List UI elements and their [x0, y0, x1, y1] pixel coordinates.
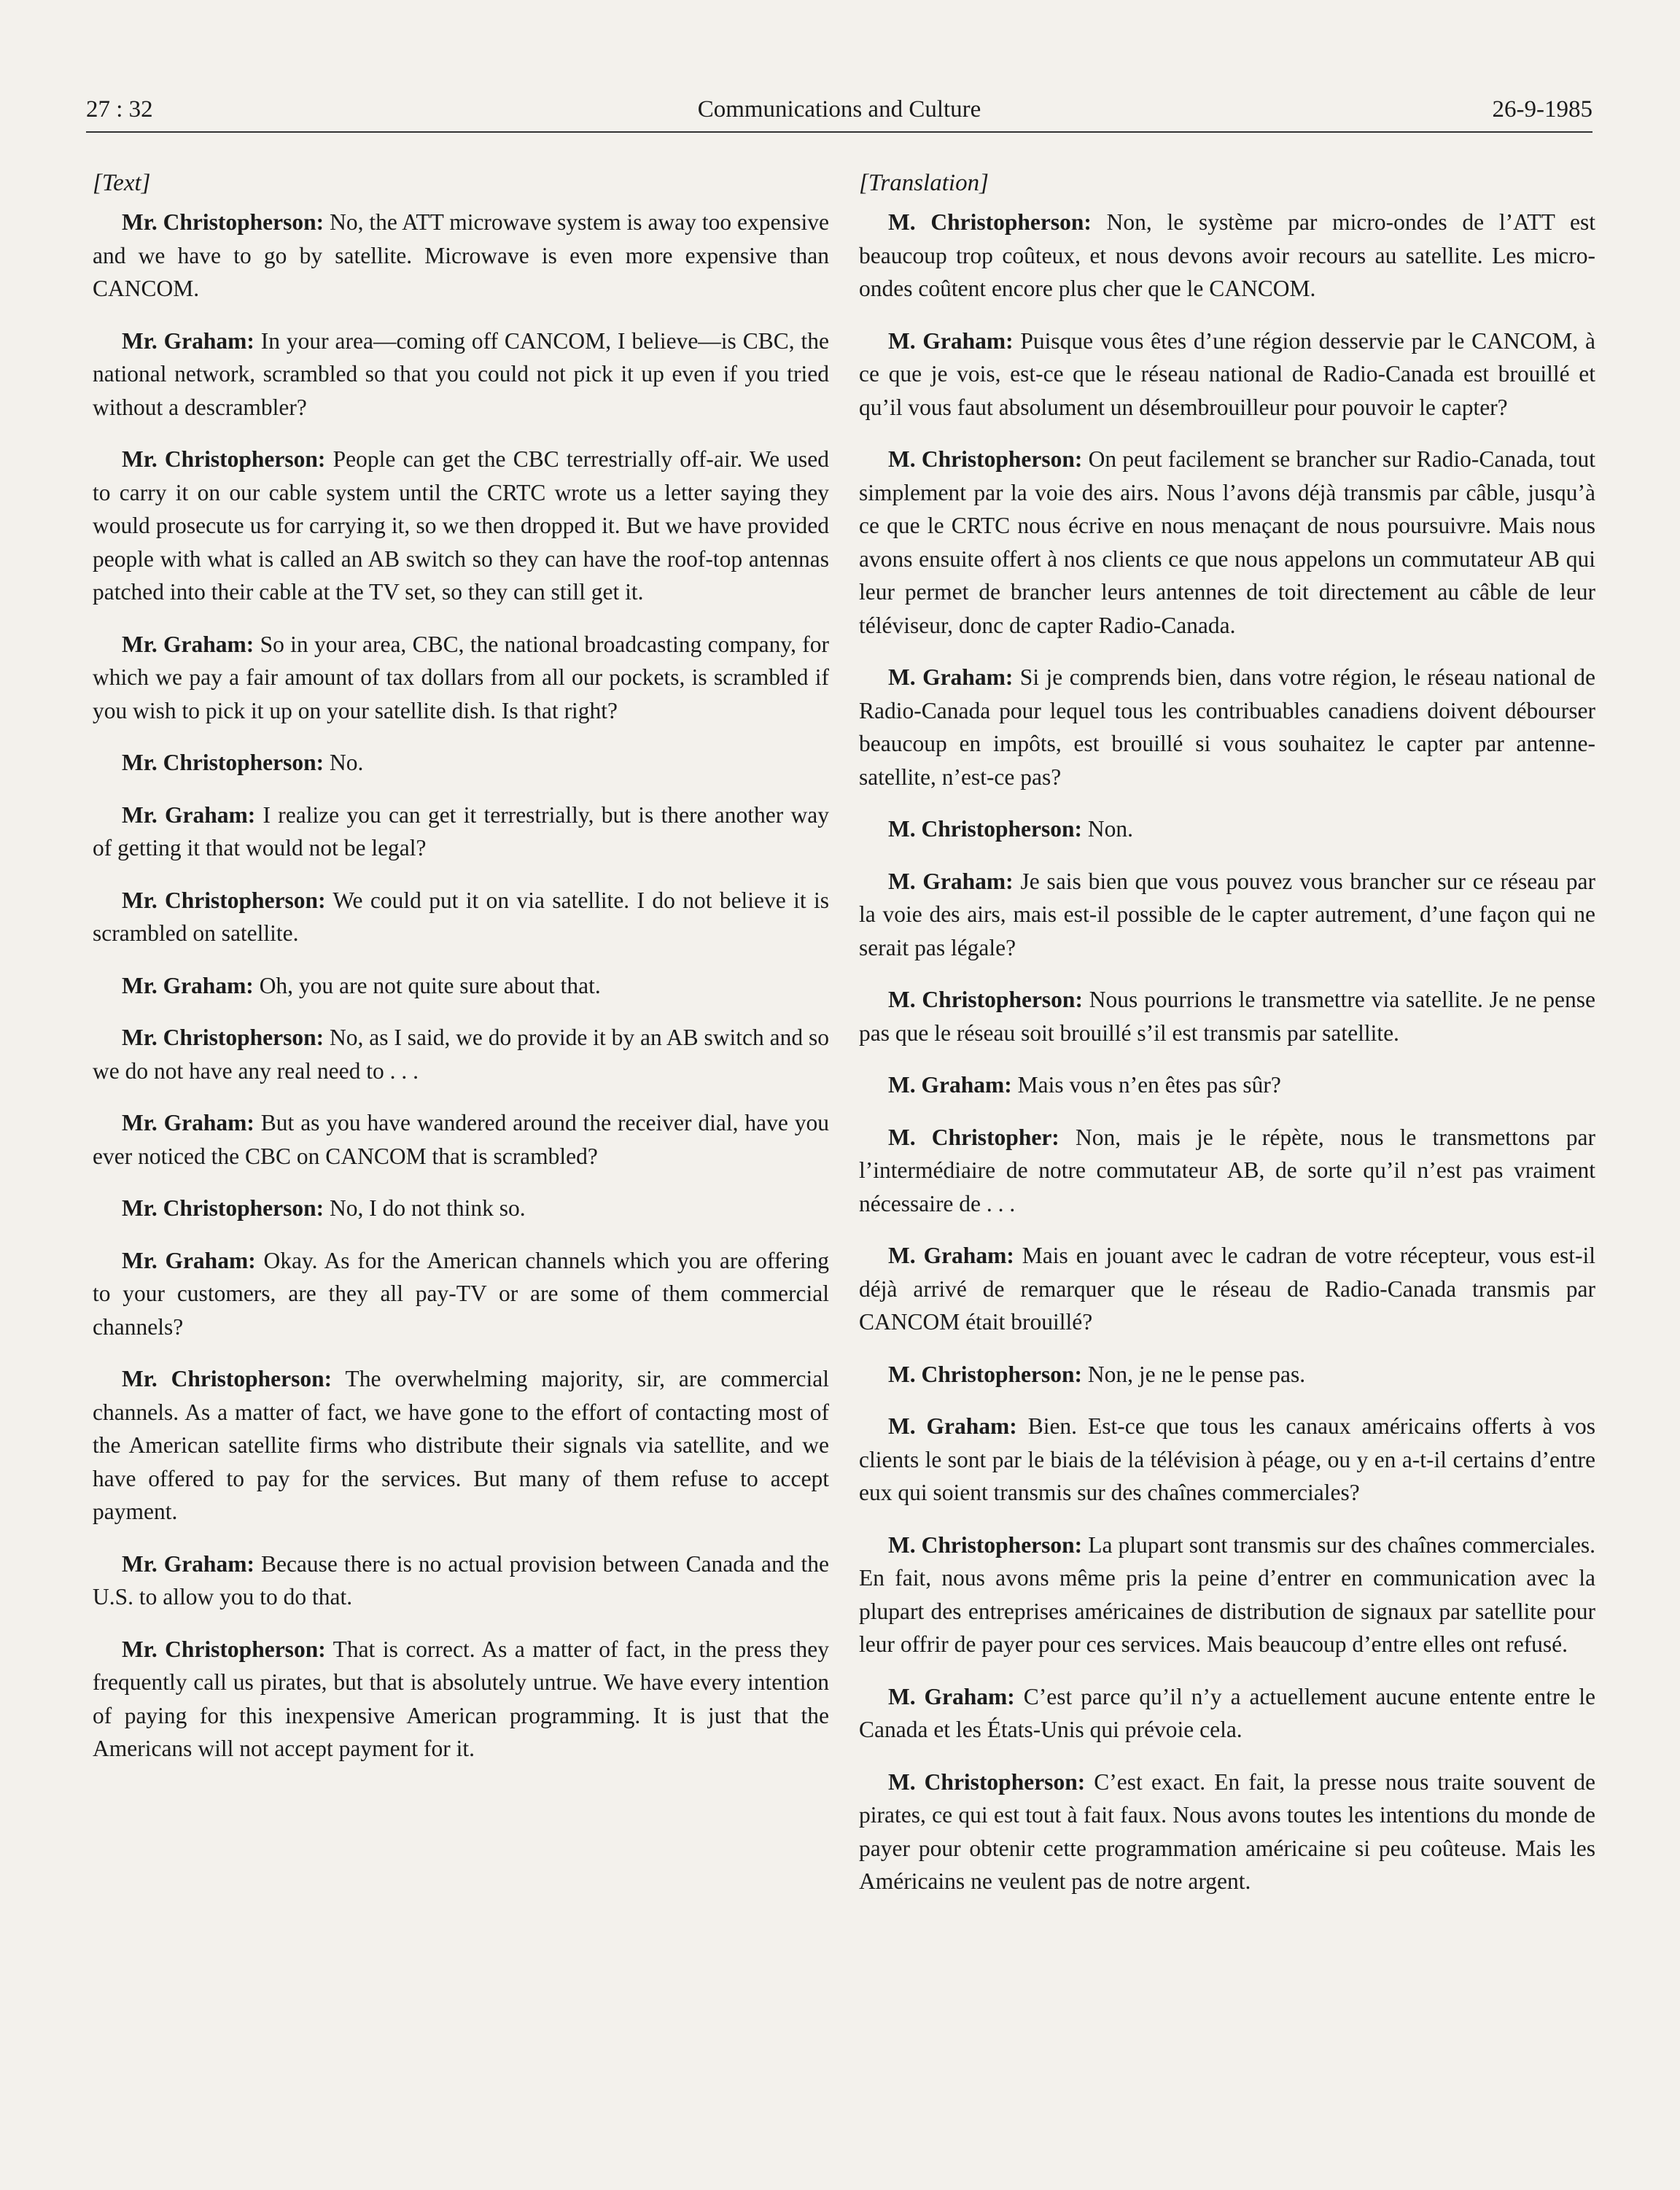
speech-text: No, the ATT microwave system is away too expensive and we have to go by satellite. Microwave is even more expensive than CANCOM.: [93, 209, 829, 301]
speaker-name: Mr. Graham:: [122, 1247, 256, 1273]
speech-text: Non, mais je le répète, nous le transmettons par l’intermédiaire de notre commutateur AB, de sorte qu’il n’est pas vraiment nécessaire de . . .: [859, 1124, 1595, 1216]
speaker-name: M. Christopherson:: [888, 1768, 1086, 1795]
speech-text: On peut facilement se brancher sur Radio-Canada, tout simplement par la voie des airs. Nous l’avons déjà transmis par câble, jusqu’à ce que le CRTC nous écrive en nous menaçant de nous poursuivre. Mais nous avons ensuite offert à nos clients ce que nous appelons un commutateur AB qui leur permet de brancher leurs antennes de toit directement au câble de leur téléviseur, donc de capter Radio-Canada.: [859, 446, 1595, 638]
speaker-name: Mr. Christopherson:: [122, 1366, 332, 1391]
speaker-name: M. Graham:: [888, 1683, 1015, 1709]
transcript-paragraph: [93, 1106, 829, 1173]
page-header: [86, 93, 1592, 133]
speech-text: We could put it on via satellite. I do not believe it is scrambled on satellite.: [93, 887, 829, 946]
transcript-paragraph: [859, 1068, 1595, 1102]
speaker-name: Mr. Christopherson:: [122, 750, 324, 775]
speech-text: In your area—coming off CANCOM, I believe—is CBC, the national network, scrambled so that you could not pick it up even if you tried without a descrambler?: [93, 327, 830, 420]
transcript-paragraph: [859, 1680, 1595, 1747]
transcript-paragraph: [93, 1633, 829, 1766]
page-number: 27 : 32: [86, 96, 153, 123]
transcript-paragraph: [859, 1529, 1595, 1661]
transcript-paragraph: [859, 983, 1595, 1049]
transcript-paragraph: [859, 1410, 1595, 1510]
speech-text: Si je comprends bien, dans votre région, le réseau national de Radio-Canada pour lequel tous les contribuables canadiens doivent débourser beaucoup en impôts, est brouillé si vous souhaitez le capter par antenne-satellite, n’est-ce pas?: [859, 664, 1596, 790]
column-label-text: [Text]: [93, 170, 151, 196]
speaker-name: Mr. Christopherson:: [122, 1025, 324, 1050]
speaker-name: M. Christopherson:: [888, 1531, 1083, 1558]
transcript-paragraph: [859, 661, 1595, 793]
english-column: [93, 166, 829, 1785]
transcript-paragraph: [93, 1362, 829, 1529]
speaker-name: M. Christopherson:: [888, 987, 1083, 1012]
speech-text: I realize you can get it terrestrially, but is there another way of getting it that would not be legal?: [93, 801, 830, 861]
speech-text: Bien. Est-ce que tous les canaux américains offerts à vos clients le sont par le biais de la télévision à péage, ou y en a-t-il certains d’entre eux qui soient transmis sur des chaînes commerciales?: [859, 1413, 1596, 1505]
transcript-paragraph: [93, 1244, 829, 1344]
speaker-name: Mr. Graham:: [122, 1550, 254, 1577]
running-title: Communications and Culture: [697, 96, 981, 123]
speaker-name: Mr. Graham:: [122, 327, 254, 354]
speaker-name: Mr. Christopherson:: [122, 1195, 324, 1221]
transcript-paragraph: [859, 1239, 1595, 1339]
french-column: [859, 166, 1595, 1917]
speech-text: The overwhelming majority, sir, are commercial channels. As a matter of fact, we have gone to the effort of contacting most of the American satellite firms who distribute their signals via satellite, and we have offered to pay for the services. But many of them refuse to accept payment.: [93, 1366, 829, 1524]
speech-text: C’est exact. En fait, la presse nous traite souvent de pirates, ce qui est tout à fait faux. Nous avons toutes les intentions du monde de payer pour obtenir cette programmation américaine si peu coûteuse. Mais les Américains ne veulent pas de notre argent.: [859, 1768, 1596, 1894]
column-label-translation: [Translation]: [859, 170, 989, 196]
speech-text: La plupart sont transmis sur des chaînes commerciales. En fait, nous avons même pris la peine d’entrer en communication avec la plupart des entreprises américaines de distribution de signaux par satellite pour leur offrir de payer pour ces services. Mais beaucoup d’entre elles ont refusé.: [859, 1531, 1596, 1657]
speech-text: But as you have wandered around the receiver dial, have you ever noticed the CBC on CANCOM that is scrambled?: [93, 1110, 829, 1169]
speaker-name: Mr. Graham:: [122, 631, 254, 657]
speech-text: Okay. As for the American channels which you are offering to your customers, are they all pay-TV or are some of them commercial channels?: [93, 1247, 829, 1340]
speaker-name: Mr. Graham:: [122, 972, 254, 998]
speaker-name: Mr. Christopherson:: [122, 887, 326, 913]
transcript-paragraph: [93, 746, 829, 780]
speech-text: Je sais bien que vous pouvez vous brancher sur ce réseau par la voie des airs, mais est-il possible de le capter autrement, d’une façon qui ne serait pas légale?: [859, 868, 1596, 960]
speaker-name: M. Graham:: [888, 1243, 1014, 1268]
transcript-paragraph: [859, 865, 1595, 965]
speech-text: Non, le système par micro-ondes de l’ATT est beaucoup trop coûteux, et nous devons avoir recours au satellite. Les micro-ondes coûtent encore plus cher que le CANCOM.: [859, 209, 1595, 301]
speaker-name: M. Graham:: [888, 1072, 1012, 1098]
transcript-paragraph: [859, 1766, 1595, 1898]
speech-text: That is correct. As a matter of fact, in the press they frequently call us pirates, but that is absolutely untrue. We have every intention of paying for this inexpensive American programming. It is just that the Americans will not accept payment for it.: [93, 1636, 829, 1761]
speech-text: No.: [329, 750, 364, 775]
speech-text: No, I do not think so.: [329, 1195, 526, 1221]
speaker-name: Mr. Christopherson:: [122, 1636, 326, 1662]
speaker-name: M. Christopherson:: [888, 816, 1082, 842]
transcript-paragraph: [859, 1358, 1595, 1391]
transcript-paragraph: [93, 628, 829, 728]
transcript-paragraph: [93, 1548, 829, 1614]
transcript-paragraph: [93, 1192, 829, 1225]
speech-text: Non, je ne le pense pas.: [1087, 1361, 1306, 1387]
transcript-paragraph: [859, 206, 1595, 306]
speech-text: Mais en jouant avec le cadran de votre récepteur, vous est-il déjà arrivé de remarquer que le réseau de Radio-Canada transmis par CANCOM était brouillé?: [859, 1243, 1595, 1335]
speaker-name: Mr. Christopherson:: [122, 209, 324, 235]
speaker-name: M. Christopherson:: [888, 446, 1083, 472]
speech-text: People can get the CBC terrestrially off-air. We used to carry it on our cable system until the CRTC wrote us a letter saying they would prosecute us for carrying it, so we then dropped it. But we have provided people with what is called an AB switch so they can have the roof-top antennas patched into their cable at the TV set, so they can still get it.: [93, 446, 829, 605]
speaker-name: M. Graham:: [888, 868, 1014, 894]
header-date: 26-9-1985: [1492, 96, 1592, 123]
speaker-name: M. Graham:: [888, 327, 1014, 354]
transcript-paragraph: [859, 325, 1595, 424]
speech-text: Nous pourrions le transmettre via satellite. Je ne pense pas que le réseau soit brouillé s’il est transmis par satellite.: [859, 987, 1596, 1046]
speech-text: C’est parce qu’il n’y a actuellement aucune entente entre le Canada et les États-Unis qui prévoie cela.: [859, 1683, 1595, 1742]
speaker-name: M. Graham:: [888, 1413, 1017, 1439]
transcript-paragraph: [93, 799, 829, 865]
transcript-paragraph: [859, 1121, 1595, 1221]
speaker-name: Mr. Christopherson:: [122, 446, 326, 472]
transcript-paragraph: [93, 969, 829, 1003]
speech-text: No, as I said, we do provide it by an AB switch and so we do not have any real need to . . .: [93, 1025, 830, 1084]
transcript-paragraph: [859, 812, 1595, 846]
transcript-paragraph: [859, 443, 1595, 642]
transcript-paragraph: [93, 884, 829, 950]
speech-text: Non.: [1087, 816, 1133, 842]
speech-text: Puisque vous êtes d’une région desservie par le CANCOM, à ce que je vois, est-ce que le réseau national de Radio-Canada est brouillé et qu’il vous faut absolument un désembrouilleur pour pouvoir le capter?: [859, 327, 1595, 420]
speaker-name: M. Christopherson:: [888, 1361, 1082, 1387]
speech-text: So in your area, CBC, the national broadcasting company, for which we pay a fair amount of tax dollars from all our pockets, is scrambled if you wish to pick it up on your satellite dish. Is that right?: [93, 631, 829, 723]
speaker-name: M. Christopherson:: [888, 209, 1092, 235]
speaker-name: Mr. Graham:: [122, 1110, 254, 1135]
speech-text: Because there is no actual provision between Canada and the U.S. to allow you to do that.: [93, 1550, 829, 1610]
transcript-paragraph: [93, 325, 829, 424]
speech-text: Mais vous n’en êtes pas sûr?: [1017, 1072, 1281, 1098]
speaker-name: Mr. Graham:: [122, 801, 256, 828]
speaker-name: M. Graham:: [888, 664, 1014, 690]
transcript-paragraph: [93, 443, 829, 609]
speech-text: Oh, you are not quite sure about that.: [259, 972, 601, 998]
transcript-paragraph: [93, 1021, 829, 1087]
transcript-paragraph: [93, 206, 829, 306]
speaker-name: M. Christopher:: [888, 1124, 1059, 1150]
